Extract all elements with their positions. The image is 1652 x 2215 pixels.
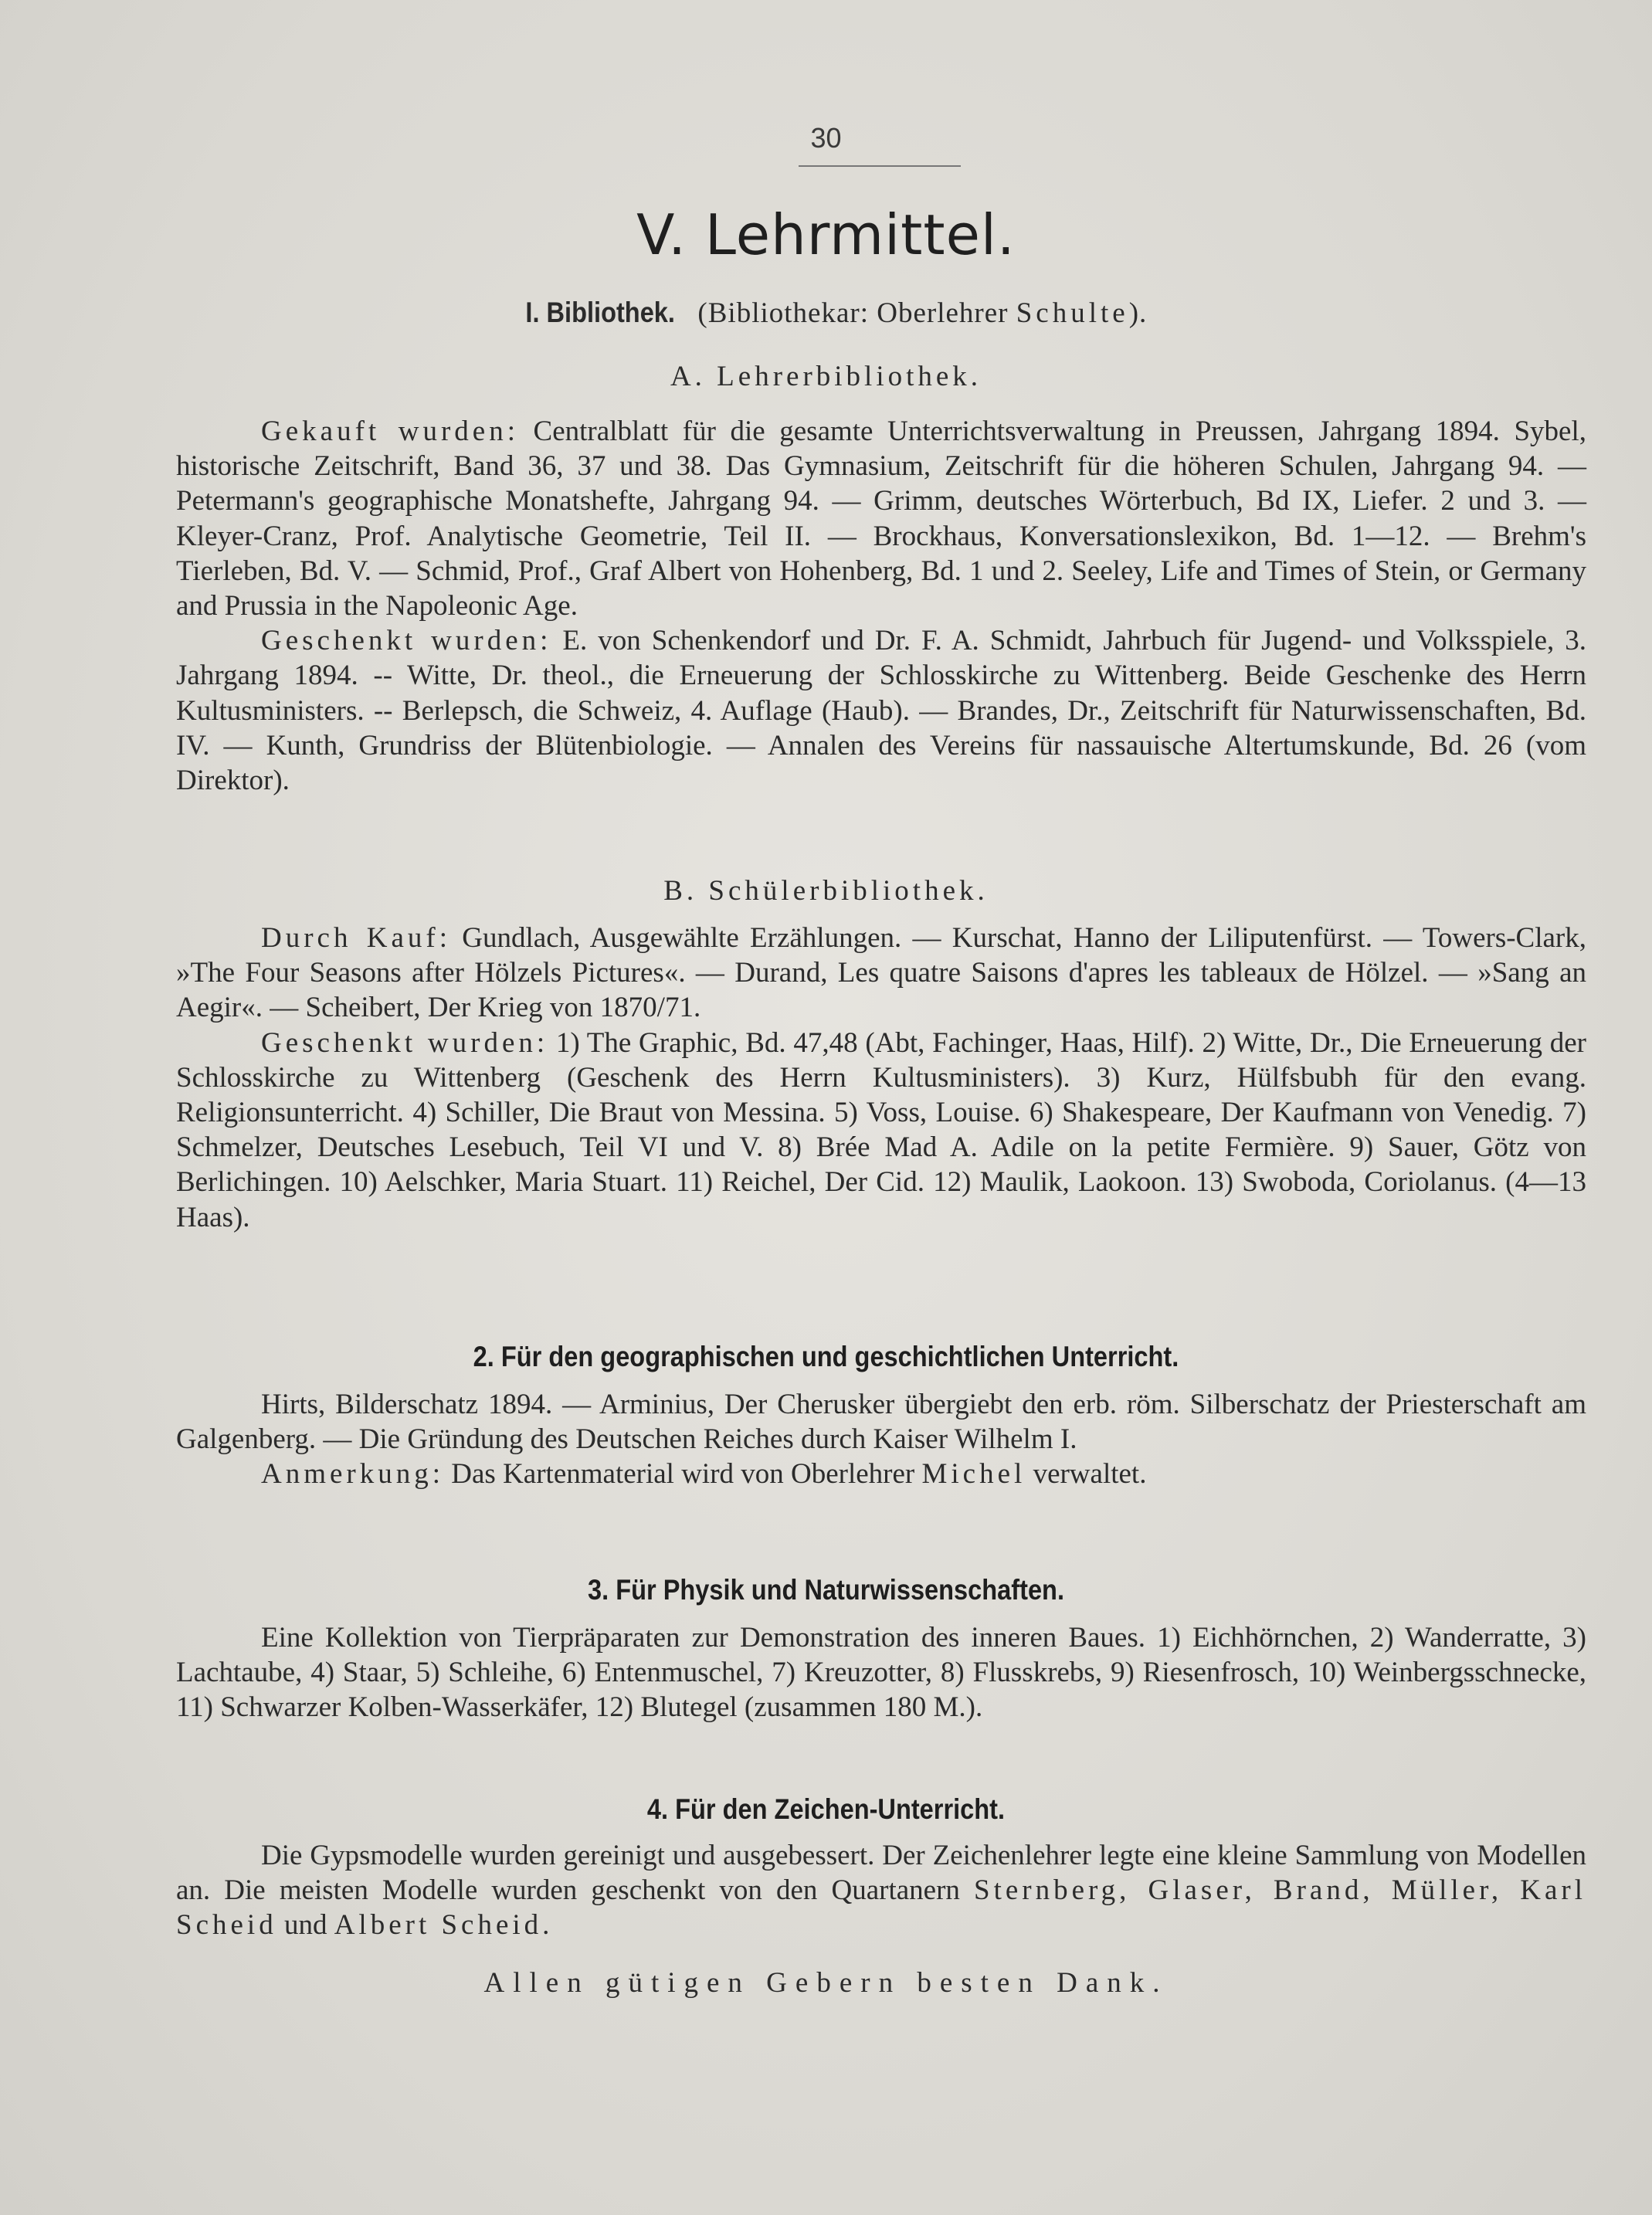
closing-thanks: Allen gütigen Gebern besten Dank.	[483, 1967, 1169, 1999]
note-end: verwaltet.	[1033, 1458, 1147, 1491]
section-1-heading	[0, 297, 1652, 330]
subsection-b-bought	[176, 921, 1586, 1026]
bought-text-a: Centralblatt für die gesamte Unterrichtsverwaltung in Preussen, Jahrgang 1894. Sybel, historische Zeitschrift, Band 36, 37 und 38. Das Gymnasium, Zeitschrift für die höheren Schulen, Jahrgang 94. — Petermann's geographische Monatshefte, Jahrgang 94. — Grimm, deutsches Wörterbuch, Bd IX, Liefer. 2 und 3. — Kleyer-Cranz, Prof. Analytische Geometrie, Teil II. — Brockhaus, Konversationslexikon, Bd. 1—12. — Brehm's Tierleben, Bd. V. — Schmid, Prof., Graf Albert von Hohenberg, Bd. 1 und 2. Seeley, Life and Times of Stein, or Germany and Prussia in the Napoleonic Age.	[176, 416, 1586, 622]
subsection-b-heading	[0, 874, 1652, 907]
section-2-note	[176, 1457, 1586, 1491]
bought-label-a: Gekauft wurden:	[261, 416, 519, 447]
subsection-a-bought	[176, 414, 1586, 623]
librarian-name: Schulte	[1016, 297, 1129, 329]
subsection-a-body	[176, 414, 1586, 798]
section-2-heading: 2. Für den geographischen und geschichtlichen Unterricht.	[473, 1341, 1179, 1372]
bought-label-b: Durch Kauf:	[261, 922, 451, 954]
section-1-label: I. Bibliothek.	[525, 297, 675, 328]
section-4-body	[176, 1838, 1586, 1943]
librarian-prefix: (Bibliothekar: Oberlehrer	[697, 297, 1009, 329]
page-number-rule	[799, 165, 961, 167]
subsection-a-prefix: A.	[670, 361, 706, 392]
section-2-body	[176, 1387, 1586, 1492]
subsection-b-body	[176, 921, 1586, 1235]
gift-label-b: Geschenkt wurden:	[261, 1026, 549, 1059]
gift-text-a: E. von Schenkendorf und Dr. F. A. Schmidt, Jahrbuch für Jugend- und Volksspiele, 3. Jahrgang 1894. -- Witte, Dr. theol., die Erneuerung der Schlosskirche zu Wittenberg. Beide Geschenke des Herrn Kultusministers. -- Berlepsch, die Schweiz, 4. Auflage (Haub). — Brandes, Dr., Zeitschrift für Naturwissenschaften, Bd. IV. — Kunth, Grundriss der Blütenbiologie. — Annalen des Vereins für nassauische Altertumskunde, Bd. 26 (vom Direktor).	[176, 625, 1586, 797]
gift-label-a: Geschenkt wurden:	[261, 625, 552, 657]
subsection-b-gifts	[176, 1026, 1586, 1235]
section-2-text: Hirts, Bilderschatz 1894. — Arminius, Der Cherusker übergiebt den erb. röm. Silberschatz der Priesterschaft am Galgenberg. — Die Gründung des Deutschen Reiches durch Kaiser Wilhelm I.	[176, 1389, 1586, 1456]
donor-last: Albert Scheid.	[334, 1909, 554, 1942]
subsection-a-title: Lehrerbibliothek.	[717, 361, 982, 392]
subsection-b-prefix: B.	[663, 875, 698, 907]
chapter-title: V. Lehrmittel.	[636, 202, 1016, 267]
note-text: Das Kartenmaterial wird von Oberlehrer	[451, 1458, 915, 1491]
librarian-end: ).	[1128, 297, 1148, 329]
section-1-librarian	[682, 297, 1147, 329]
page-number: 30	[810, 122, 842, 154]
donor-and: und	[283, 1909, 327, 1942]
section-4-text	[176, 1838, 1586, 1943]
donor-names: Sternberg, Glaser, Brand, Müller, Karl Scheid	[176, 1874, 1586, 1942]
section-4-heading: 4. Für den Zeichen-Unterricht.	[646, 1793, 1006, 1825]
section-4-main: Die Gypsmodelle wurden gereinigt und ausgebessert. Der Zeichenlehrer legte eine kleine Sammlung von Modellen an. Die meisten Modelle wurden geschenkt von den Quartanern	[176, 1840, 1586, 1907]
section-3-heading: 3. Für Physik und Naturwissenschaften.	[588, 1574, 1064, 1606]
section-3-text: Eine Kollektion von Tierpräparaten zur Demonstration des inneren Baues. 1) Eichhörnchen, 2) Wanderratte, 3) Lachtaube, 4) Staar, 5) Schleihe, 6) Entenmuschel, 7) Kreuzotter, 8) Flusskrebs, 9) Riesenfrosch, 10) Weinbergsschnecke, 11) Schwarzer Kolben-Wasserkäfer, 12) Blutegel (zusammen 180 M.).	[176, 1622, 1586, 1724]
subsection-a-gifts	[176, 623, 1586, 798]
note-label: Anmerkung:	[261, 1458, 445, 1491]
note-name: Michel	[921, 1458, 1026, 1491]
section-3-body	[176, 1620, 1586, 1725]
bought-text-b: Gundlach, Ausgewählte Erzählungen. — Kurschat, Hanno der Liliputenfürst. — Towers-Clark, »The Four Seasons after Hölzels Pictures«. — Durand, Les quatre Saisons d'apres les tableaux de Hölzel. — »Sang an Aegir«. — Scheibert, Der Krieg von 1870/71.	[176, 922, 1587, 1024]
subsection-a-heading	[0, 360, 1652, 393]
gift-text-b: 1) The Graphic, Bd. 47,48 (Abt, Fachinger, Haas, Hilf). 2) Witte, Dr., Die Erneuerung der Schlosskirche zu Wittenberg (Geschenk des Herrn Kultusministers). 3) Kurz, Hülfsbubh für den evang. Religionsunterricht. 4) Schiller, Die Braut von Messina. 5) Voss, Louise. 6) Shakespeare, Der Kaufmann von Venedig. 7) Schmelzer, Deutsches Lesebuch, Teil VI und V. 8) Brée Mad A. Adile on la petite Fermière. 9) Sauer, Götz von Berlichingen. 10) Aelschker, Maria Stuart. 11) Reichel, Der Cid. 12) Maulik, Laokoon. 13) Swoboda, Coriolanus. (4—13 Haas).	[176, 1026, 1587, 1233]
subsection-b-title: Schülerbibliothek.	[708, 875, 989, 907]
